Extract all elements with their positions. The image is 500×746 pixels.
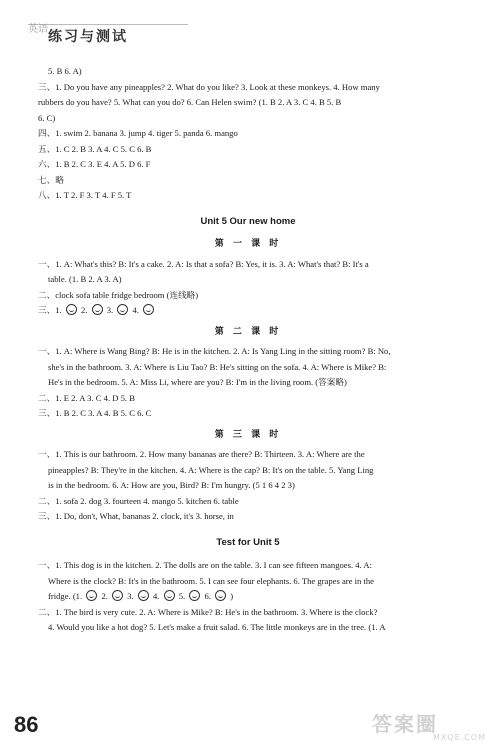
face-label: ) — [230, 591, 234, 601]
answer-content — [38, 64, 458, 636]
page-header — [28, 18, 168, 46]
test-title: Test for Unit 5 — [216, 536, 280, 548]
watermark-logo — [372, 708, 492, 742]
answer-line: 三、1. Do, don't, What, bananas 2. clock, it's 3. horse, in — [38, 511, 234, 521]
face-label: 2. — [80, 305, 88, 315]
answer-line: 一、1. This is our bathroom. 2. How many bananas are there? B: Thirteen. 3. A: Where are the — [38, 449, 365, 459]
answer-line: 6. C) — [38, 112, 56, 123]
face-label: 2. — [101, 591, 108, 601]
answer-line: pineapples? B: They're in the kitchen. 4. A: Where is the cap? B: It's on the table. 5. Yang Ling — [48, 464, 374, 475]
watermark-main: 答案圈 — [372, 712, 438, 736]
answer-line: rubbers do you have? 5. What can you do? 6. Can Helen swim? (1. B 2. A 3. C 4. B 5. B — [38, 97, 342, 107]
answer-line: 二、1. E 2. A 3. C 4. D 5. B — [38, 392, 135, 403]
answer-line: 二、clock sofa table fridge bedroom (连线略) — [38, 289, 199, 300]
smiley-icon — [117, 304, 128, 315]
smiley-icon — [112, 590, 123, 601]
answer-line-faces — [38, 303, 458, 319]
unit-title: Unit 5 Our new home — [200, 215, 296, 227]
answer-line: table. (1. B 2. A 3. A) — [48, 274, 122, 284]
watermark-sub: MXQE.COM — [432, 733, 486, 742]
face-label: 3. — [127, 591, 134, 601]
face-label: fridge. (1. — [48, 591, 83, 601]
answer-line: 六、1. B 2. C 3. E 4. A 5. D 6. F — [38, 159, 151, 169]
smiley-icon — [66, 304, 77, 315]
header-rule — [28, 24, 188, 25]
smiley-icon — [92, 304, 103, 315]
face-label: 4. — [132, 305, 139, 315]
face-label: 3. — [106, 305, 114, 315]
answer-line: Where is the clock? B: It's in the bathroom. 5. I can see four elephants. 6. The grapes are in the — [48, 575, 374, 586]
answer-line: 一、1. A: Where is Wang Bing? B: He is in the kitchen. 2. A: Is Yang Ling in the sitting room? B: No, — [38, 346, 391, 356]
smiley-icon — [164, 590, 175, 601]
answer-line: is in the bedroom. 6. A: How are you, Bird? B: I'm hungry. (5 1 6 4 2 3) — [48, 480, 295, 490]
smiley-icon — [86, 590, 97, 601]
smiley-icon — [215, 590, 226, 601]
answer-line: 七、略 — [38, 174, 64, 185]
answer-line: 四、1. swim 2. banana 3. jump 4. tiger 5. panda 6. mango — [38, 128, 238, 138]
face-label: 三、1. — [38, 305, 62, 315]
face-label: 5. — [178, 591, 186, 601]
answer-line: 三、1. Do you have any pineapples? 2. What do you like? 3. Look at these monkeys. 4. How many — [38, 81, 380, 92]
lesson-title: 第 三 课 时 — [214, 429, 282, 440]
face-label: 6. — [204, 591, 211, 601]
smiley-icon — [143, 304, 154, 315]
smiley-icon — [189, 590, 200, 601]
smiley-icon — [138, 590, 149, 601]
answer-line: 八、1. T 2. F 3. T 4. F 5. T — [38, 190, 132, 200]
answer-line: 五、1. C 2. B 3. A 4. C 5. C 6. B — [38, 143, 152, 154]
header-subject: 英语 — [28, 24, 48, 35]
lesson-title: 第 一 课 时 — [214, 239, 282, 249]
answer-line: 一、1. This dog is in the kitchen. 2. The dolls are on the table. 3. I can see fifteen mangoes. 4. A: — [38, 560, 372, 570]
answer-line: 4. Would you like a hot dog? 5. Let's make a fruit salad. 6. The little monkeys are in the tree. (1. A — [48, 622, 386, 632]
answer-line: 5. B 6. A) — [48, 66, 82, 76]
answer-line: 二、1. The bird is very cute. 2. A: Where is Mike? B: He's in the bathroom. 3. Where is the clock? — [38, 606, 378, 617]
answer-line: she's in the bathroom. 3. A: Where is Liu Tao? B: He's sitting on the sofa. 4. A: Where is Mike? B: — [48, 361, 387, 372]
answer-line: He's in the bedroom. 5. A: Miss Li, where are you? B: I'm in the living room. (答案略) — [48, 377, 347, 387]
lesson-title: 第 二 课 时 — [214, 326, 282, 337]
answer-line: 一、1. A: What's this? B: It's a cake. 2. A: Is that a sofa? B: Yes, it is. 3. A: What's that? B: It's a — [38, 258, 369, 269]
face-label: 4. — [152, 591, 160, 601]
answer-line: 二、1. sofa 2. dog 3. fourteen 4. mango 5. kitchen 6. table — [38, 495, 239, 506]
page-number: 86 — [14, 712, 39, 737]
answer-line-faces — [38, 589, 458, 605]
header-title: 练习与测试 — [48, 29, 128, 45]
answer-line: 三、1. B 2. C 3. A 4. B 5. C 6. C — [38, 408, 152, 418]
